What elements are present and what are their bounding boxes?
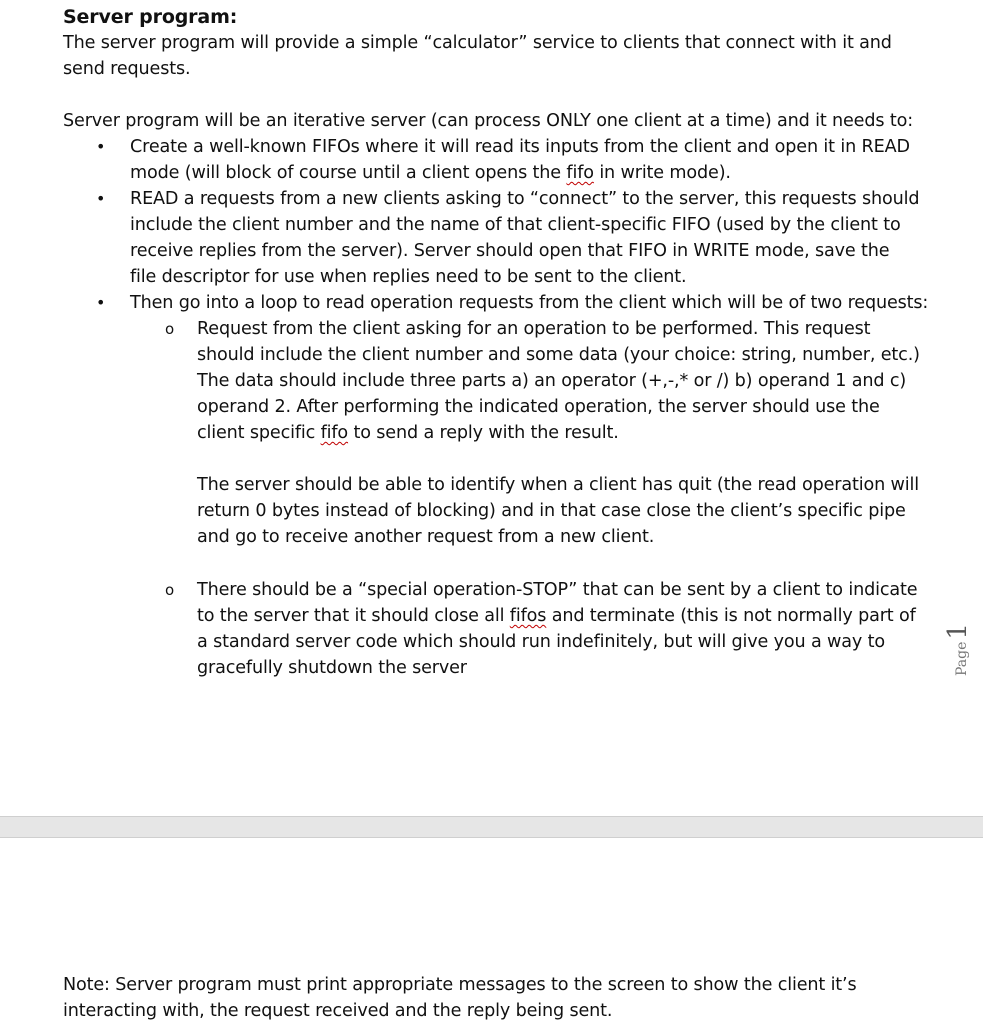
bullet-marker: • <box>96 293 106 312</box>
spellcheck-word: fifo <box>320 423 349 443</box>
sub-2-line-3: a standard server code which should run indefinitely, but will give you a way to <box>197 632 885 652</box>
text-run: to the server that it should close all <box>197 606 510 626</box>
sub-1-line-4: operand 2. After performing the indicated operation, the server should use the <box>197 397 880 417</box>
quit-paragraph-line-3: and go to receive another request from a new client. <box>197 527 655 547</box>
text-run: to send a reply with the result. <box>348 423 619 443</box>
note-line-1: Note: Server program must print appropriate messages to the screen to show the client it’s <box>63 975 857 995</box>
text-run: client specific <box>197 423 321 443</box>
bullet-2-line-3: receive replies from the server). Server should open that FIFO in WRITE mode, save the <box>130 241 890 261</box>
sub-1-line-1: Request from the client asking for an operation to be performed. This request <box>197 319 871 339</box>
text-run: in write mode). <box>593 163 731 183</box>
page-break-gap <box>0 816 983 838</box>
bullet-marker: • <box>96 137 106 156</box>
page-number-marker <box>937 612 977 676</box>
sub-2-line-2 <box>197 603 916 629</box>
text-run: mode (will block of course until a client opens the <box>130 163 567 183</box>
bullet-1-line-2 <box>130 160 731 186</box>
bullet-2-line-4: file descriptor for use when replies need to be sent to the client. <box>130 267 687 287</box>
page-label: Page <box>954 641 970 676</box>
section-heading: Server program: <box>63 6 238 28</box>
bullet-1-line-1: Create a well-known FIFOs where it will read its inputs from the client and open it in READ <box>130 137 910 157</box>
sub-2-line-1: There should be a “special operation-STOP” that can be sent by a client to indicate <box>197 580 918 600</box>
note-line-2: interacting with, the request received and the reply being sent. <box>63 1001 613 1021</box>
spellcheck-word: fifos <box>509 606 547 626</box>
sub-1-line-2: should include the client number and some data (your choice: string, number, etc.) <box>197 345 920 365</box>
quit-paragraph-line-1: The server should be able to identify when a client has quit (the read operation will <box>197 475 919 495</box>
sub-bullet-marker: o <box>165 320 175 338</box>
bullet-3-line-1: Then go into a loop to read operation requests from the client which will be of two requests: <box>130 293 929 313</box>
sub-bullet-marker: o <box>165 581 175 599</box>
bullet-2-line-2: include the client number and the name of that client-specific FIFO (used by the client to <box>130 215 901 235</box>
sub-1-line-5 <box>197 420 619 446</box>
intro-line-1: The server program will provide a simple “calculator” service to clients that connect with it and <box>63 33 892 53</box>
bullet-2-line-1: READ a requests from a new clients asking to “connect” to the server, this requests should <box>130 189 920 209</box>
intro-line-2: send requests. <box>63 59 191 79</box>
spellcheck-word: fifo <box>566 163 594 183</box>
document-page-2 <box>0 838 983 1024</box>
quit-paragraph-line-2: return 0 bytes instead of blocking) and in that case close the client’s specific pipe <box>197 501 906 521</box>
sub-1-line-3: The data should include three parts a) an operator (+,-,* or /) b) operand 1 and c) <box>197 371 907 391</box>
bullet-marker: • <box>96 189 106 208</box>
text-run: and terminate (this is not normally part of <box>546 606 916 626</box>
sub-2-line-4: gracefully shutdown the server <box>197 658 467 678</box>
page-number: 1 <box>943 623 973 640</box>
iterative-server-line: Server program will be an iterative server (can process ONLY one client at a time) and it needs to: <box>63 111 913 131</box>
